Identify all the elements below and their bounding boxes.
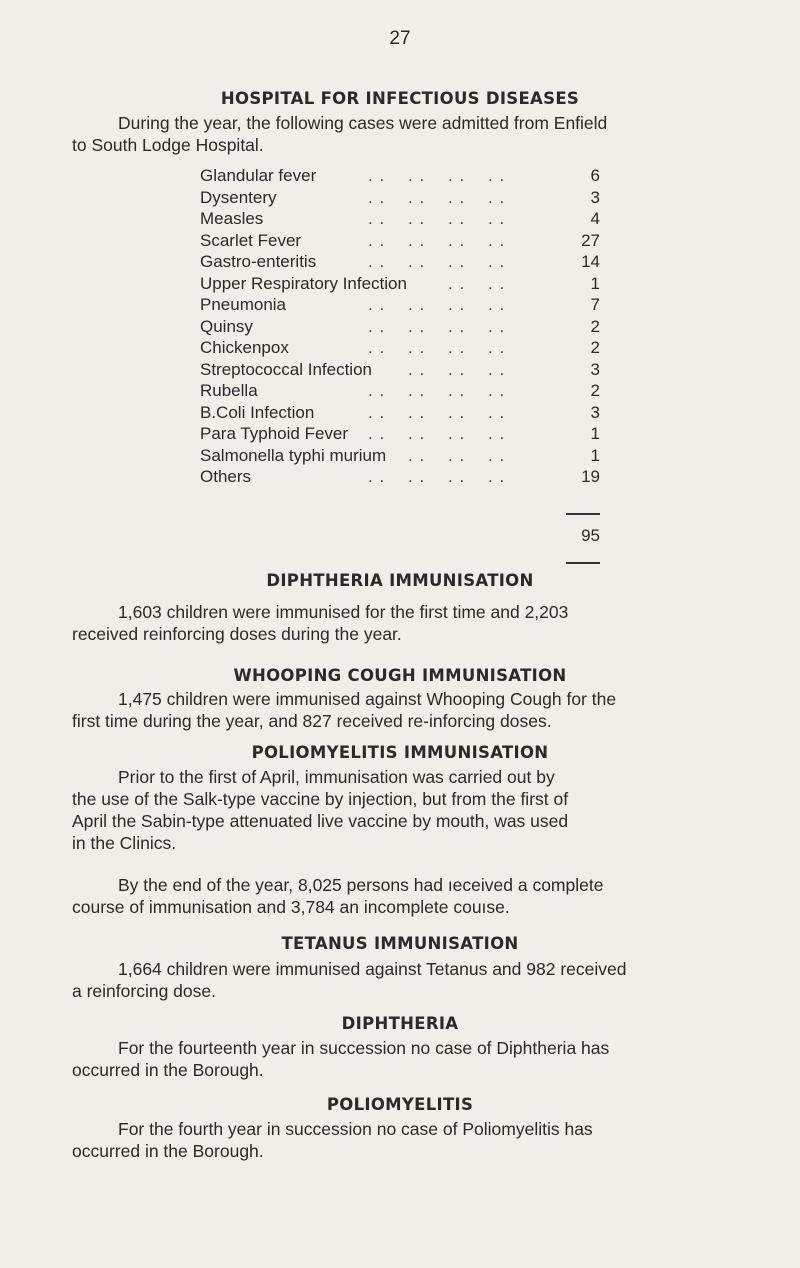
- case-count: 1: [590, 424, 600, 443]
- case-count: 19: [581, 467, 600, 486]
- leader-dots: . .: [448, 295, 466, 314]
- leader-dots: . .: [408, 445, 426, 465]
- hospital-intro: [72, 112, 732, 156]
- leader-dots: . .: [368, 467, 386, 486]
- leader-dots: . .: [368, 295, 386, 314]
- whooping-cough-text: [72, 688, 732, 732]
- leader-dots: . .: [408, 381, 426, 400]
- case-row: [200, 294, 600, 316]
- leader-dots: . .: [448, 359, 466, 379]
- leader-dots: . .: [488, 402, 506, 422]
- case-row: [200, 337, 600, 359]
- leader-dots: . .: [448, 252, 466, 271]
- leader-dots: . .: [368, 166, 386, 185]
- leader-dots: . .: [368, 316, 386, 336]
- leader-dots: . .: [448, 338, 466, 357]
- leader-dots: . .: [408, 166, 426, 185]
- leader-dots: . .: [408, 187, 426, 207]
- text-line: the use of the Salk-type vaccine by injection, but from the first of: [72, 789, 569, 809]
- text-line: course of immunisation and 3,784 an incomplete couıse.: [72, 897, 510, 917]
- case-row: [200, 187, 600, 209]
- case-row: [200, 316, 600, 338]
- case-row: [200, 380, 600, 402]
- poliomyelitis-heading: POLIOMYELITIS: [326, 1095, 474, 1114]
- leader-dots: . .: [368, 252, 386, 271]
- whooping-cough-heading: WHOOPING COUGH IMMUNISATION: [233, 666, 567, 685]
- leader-dots: . .: [368, 424, 386, 443]
- case-label: Salmonella typhi murium: [200, 445, 387, 465]
- case-count: 7: [590, 295, 600, 314]
- case-label: Glandular fever: [200, 166, 317, 185]
- leader-dots: . .: [448, 230, 466, 250]
- case-row: [200, 402, 600, 424]
- case-label: Dysentery: [200, 187, 277, 207]
- case-row: [200, 273, 600, 295]
- page-number: 27: [389, 28, 411, 49]
- leader-dots: . .: [368, 338, 386, 357]
- leader-dots: . .: [448, 273, 466, 293]
- leader-dots: . .: [488, 230, 506, 250]
- hospital-heading: HOSPITAL FOR INFECTIOUS DISEASES: [220, 89, 580, 108]
- diphtheria-heading: DIPHTHERIA: [341, 1014, 459, 1033]
- leader-dots: . .: [408, 209, 426, 228]
- leader-dots: . .: [448, 316, 466, 336]
- leader-dots: . .: [368, 402, 386, 422]
- leader-dots: . .: [368, 187, 386, 207]
- leader-dots: . .: [408, 316, 426, 336]
- intro-line: During the year, the following cases were admitted from Enfield: [118, 113, 608, 133]
- polio-immunisation-text: [72, 766, 732, 854]
- case-count: 6: [590, 166, 600, 185]
- case-label: Streptococcal Infection: [200, 359, 372, 379]
- case-count: 2: [590, 316, 600, 336]
- text-line: 1,475 children were immunised against Whooping Cough for the: [118, 689, 617, 709]
- case-count: 1: [590, 273, 600, 293]
- leader-dots: . .: [488, 359, 506, 379]
- case-count: 2: [590, 338, 600, 357]
- leader-dots: . .: [408, 402, 426, 422]
- case-count: 4: [590, 209, 600, 228]
- case-row: [200, 445, 600, 467]
- leader-dots: . .: [448, 402, 466, 422]
- leader-dots: . .: [488, 252, 506, 271]
- case-label: Measles: [200, 209, 264, 228]
- case-count: 3: [590, 187, 600, 207]
- leader-dots: . .: [408, 424, 426, 443]
- leader-dots: . .: [408, 359, 426, 379]
- case-label: Others: [200, 467, 252, 486]
- leader-dots: . .: [488, 273, 506, 293]
- diphtheria-immunisation-text: [72, 601, 732, 645]
- leader-dots: . .: [408, 230, 426, 250]
- leader-dots: . .: [368, 230, 386, 250]
- case-label: Para Typhoid Fever: [200, 424, 349, 443]
- leader-dots: . .: [488, 209, 506, 228]
- poliomyelitis-text: [72, 1118, 732, 1162]
- leader-dots: . .: [488, 316, 506, 336]
- leader-dots: . .: [488, 445, 506, 465]
- cases-table: [200, 165, 600, 488]
- text-line: occurred in the Borough.: [72, 1060, 264, 1080]
- leader-dots: . .: [448, 467, 466, 486]
- leader-dots: . .: [448, 187, 466, 207]
- leader-dots: . .: [488, 467, 506, 486]
- case-count: 1: [590, 445, 600, 465]
- case-count: 3: [590, 359, 600, 379]
- leader-dots: . .: [408, 295, 426, 314]
- text-line: first time during the year, and 827 received re-inforcing doses.: [72, 711, 552, 731]
- leader-dots: . .: [368, 381, 386, 400]
- case-label: Quinsy: [200, 316, 253, 336]
- case-label: B.Coli Infection: [200, 402, 315, 422]
- leader-dots: . .: [448, 381, 466, 400]
- text-line: a reinforcing dose.: [72, 981, 216, 1001]
- case-count: 2: [590, 381, 600, 400]
- diphtheria-immunisation-heading: DIPHTHERIA IMMUNISATION: [266, 571, 534, 590]
- total-rule-top: [566, 513, 600, 515]
- leader-dots: . .: [408, 467, 426, 486]
- case-label: Chickenpox: [200, 338, 289, 357]
- case-row: [200, 251, 600, 273]
- leader-dots: . .: [448, 445, 466, 465]
- polio-immunisation-heading: POLIOMYELITIS IMMUNISATION: [251, 743, 549, 762]
- leader-dots: . .: [448, 424, 466, 443]
- case-row: [200, 423, 600, 445]
- case-count: 3: [590, 402, 600, 422]
- leader-dots: . .: [488, 187, 506, 207]
- case-count: 27: [581, 230, 600, 250]
- text-line: 1,664 children were immunised against Tetanus and 982 received: [118, 959, 627, 979]
- case-row: [200, 466, 600, 488]
- text-line: in the Clinics.: [72, 833, 177, 853]
- polio-immunisation-text-2: [72, 874, 732, 918]
- leader-dots: . .: [368, 209, 386, 228]
- case-label: Pneumonia: [200, 295, 287, 314]
- text-line: 1,603 children were immunised for the first time and 2,203: [118, 602, 569, 622]
- case-label: Gastro-enteritis: [200, 252, 317, 271]
- case-row: [200, 208, 600, 230]
- leader-dots: . .: [408, 338, 426, 357]
- tetanus-heading: TETANUS IMMUNISATION: [281, 934, 519, 953]
- text-line: occurred in the Borough.: [72, 1141, 264, 1161]
- tetanus-text: [72, 958, 732, 1002]
- leader-dots: . .: [488, 424, 506, 443]
- leader-dots: . .: [488, 338, 506, 357]
- case-row: [200, 230, 600, 252]
- text-line: received reinforcing doses during the year.: [72, 624, 402, 644]
- case-row: [200, 165, 600, 187]
- leader-dots: . .: [408, 252, 426, 271]
- case-label: Scarlet Fever: [200, 230, 302, 250]
- text-line: April the Sabin-type attenuated live vaccine by mouth, was used: [72, 811, 569, 831]
- leader-dots: . .: [488, 381, 506, 400]
- case-label: Rubella: [200, 381, 258, 400]
- leader-dots: . .: [488, 166, 506, 185]
- intro-line: to South Lodge Hospital.: [72, 135, 264, 155]
- text-line: For the fourteenth year in succession no case of Diphtheria has: [118, 1038, 610, 1058]
- cases-total: 95: [581, 526, 600, 545]
- diphtheria-text: [72, 1037, 732, 1081]
- leader-dots: . .: [448, 166, 466, 185]
- case-row: [200, 359, 600, 381]
- leader-dots: . .: [488, 295, 506, 314]
- text-line: Prior to the first of April, immunisation was carried out by: [118, 767, 555, 787]
- text-line: By the end of the year, 8,025 persons had ıeceived a complete: [118, 875, 604, 895]
- case-label: Upper Respiratory Infection: [200, 273, 407, 293]
- case-count: 14: [581, 252, 600, 271]
- leader-dots: . .: [448, 209, 466, 228]
- text-line: For the fourth year in succession no case of Poliomyelitis has: [118, 1119, 593, 1139]
- total-rule-bottom: [566, 562, 600, 564]
